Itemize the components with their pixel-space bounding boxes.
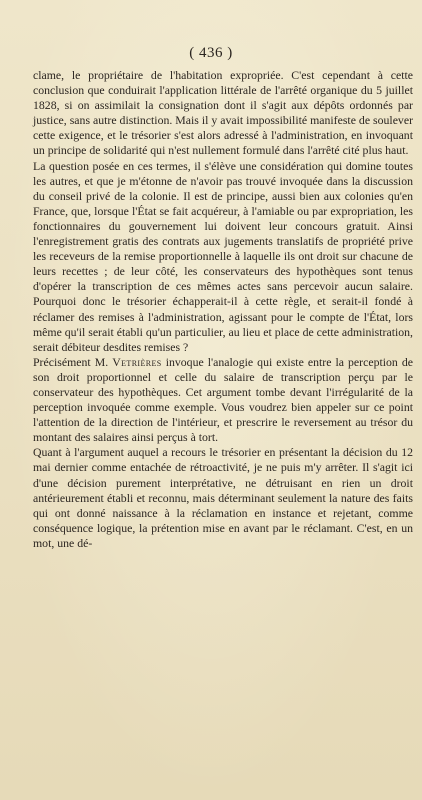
paragraph-4: Quant à l'argument auquel a recours le trésorier en présentant la décision du 12 mai dernier comme entachée de rétroactivité, je ne puis m'y arrêter. Il s'agit ici d'une décision purement interprétative, ne détruisant en rien un droit antérieurement établi et reconnu, mais déterminant seulement la nature des faits qui ont donné naissance à la réclamation en instance et rejetant, comme conséquence logique, la prétention mise en avant par le réclamant. C'est, en un mot, une dé- (33, 445, 413, 550)
paragraph-3-lead: Précisément M. (33, 354, 113, 369)
paragraph-3 (33, 355, 413, 446)
paragraph-2: La question posée en ces termes, il s'élève une considération qui domine toutes les autres, et que je m'étonne de n'avoir pas trouvé invoquée dans la discussion du conseil privé de la colonie. Il est de principe, aussi bien aux colonies qu'en France, que, lorsque l'État se fait acquéreur, à l'amiable ou par expropriation, les fonctionnaires du gouvernement lui doivent leur concours gratuit. Ainsi l'enregistrement gratis des contrats aux jugements translatifs de propriété prive les receveurs de la remise proportionnelle à laquelle ils ont droit sur chacune de leurs recettes ; de leur côté, les conservateurs des hypothèques sont tenus d'opérer la transcription de ces mêmes actes sans percevoir aucun salaire. Pourquoi donc le trésorier échapperait-il à cette règle, et serait-il fondé à réclamer des remises à l'administration, agissant pour le compte de l'État, lors même qu'il serait établi qu'un particulier, au lieu et place de cette administration, serait débiteur desdites remises ? (33, 158, 413, 354)
cited-name: Vetrières (112, 354, 162, 369)
body-text (33, 68, 413, 551)
paragraph-3-rest: invoque l'analogie qui existe entre la perception de son droit proportionnel et celle du salaire de transcription perçu par le conservateur des hypothèques. Cet argument tombe devant l'irrégularité de la perception invoquée comme exemple. Vous voudrez bien appeler sur ce point l'attention de la direction de l'intérieur, et prescrire le reversement au trésor du montant des salaires ainsi perçus à tort. (33, 354, 414, 445)
page-number: ( 436 ) (189, 45, 233, 61)
paragraph-1: clame, le propriétaire de l'habitation expropriée. C'est cependant à cette conclusion que conduirait l'application littérale de l'arrêté organique du 5 juillet 1828, si on assimilait la consignation dont il s'agit aux dépôts ordonnés par justice, sans autre distinction. Mais il y avait impossibilité manifeste de soulever cette exigence, et le trésorier s'est alors adressé à l'administration, en invoquant un principe de solidarité qui n'est nullement formulé dans l'arrêté cité plus haut. (33, 68, 413, 158)
